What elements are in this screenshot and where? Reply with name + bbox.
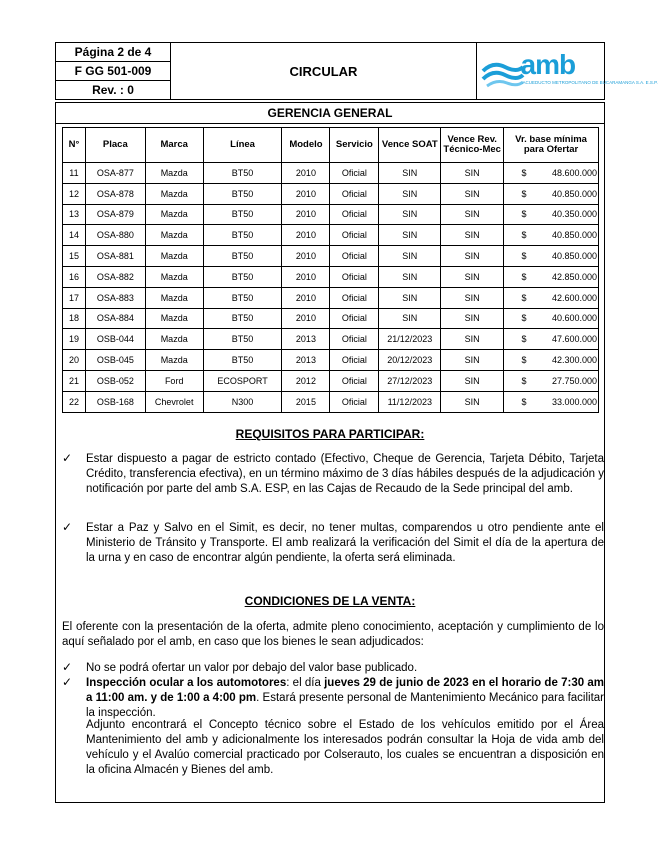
cell-marca: Mazda (145, 204, 203, 225)
amb-logo (481, 49, 658, 93)
cell-marca: Mazda (145, 163, 203, 184)
cell-placa: OSA-878 (85, 183, 145, 204)
cell-placa: OSA-883 (85, 287, 145, 308)
table-row (63, 350, 599, 371)
inspection-label: Inspección ocular a los automotores (86, 677, 287, 689)
amount: 40.600.000 (552, 313, 598, 324)
table-row (63, 266, 599, 287)
cell-modelo: 2010 (282, 246, 330, 267)
cell-modelo: 2013 (282, 329, 330, 350)
cell-rev: SIN (441, 183, 504, 204)
cell-placa: OSA-881 (85, 246, 145, 267)
cell-soat: 27/12/2023 (379, 370, 441, 391)
table-header-row (63, 128, 599, 163)
cell-rev: SIN (441, 287, 504, 308)
cell-placa: OSA-877 (85, 163, 145, 184)
cell-linea: BT50 (203, 204, 282, 225)
column-header: Línea (203, 128, 282, 163)
logo-subtitle: ACUEDUCTO METROPOLITANO DE BUCARAMANGA S.A. E.S.P. (522, 80, 658, 85)
cell-marca: Chevrolet (145, 391, 203, 412)
currency-sign: $ (521, 334, 527, 345)
cell-valor (504, 163, 599, 184)
column-header: N° (63, 128, 86, 163)
condicion-item-1: No se podrá ofertar un valor por debajo del valor base publicado. (86, 662, 418, 674)
cell-soat: SIN (379, 225, 441, 246)
cell-modelo: 2010 (282, 163, 330, 184)
table-row (63, 308, 599, 329)
revision: Rev. : 0 (92, 83, 134, 97)
inspection-text-a: : el día (286, 677, 325, 689)
amount: 40.850.000 (552, 251, 598, 262)
column-header: Placa (85, 128, 145, 163)
department-title: GERENCIA GENERAL (55, 102, 605, 124)
currency-sign: $ (521, 396, 527, 407)
cell-rev: SIN (441, 391, 504, 412)
cell-modelo: 2010 (282, 287, 330, 308)
cell-servicio: Oficial (330, 308, 379, 329)
cell-n: 20 (63, 350, 86, 371)
condicion-item-2-detail: Adjunto encontrará el Concepto técnico sobre el Estado de los vehículos emitido por el Área Mantenimiento del amb y adicionalmente los interesados podrán consultar la Hoja de vida amb del vehículo y el Avalúo comercial practicado por Colserauto, los cuales se encuentran a disposición en la oficina Almacén y Bienes del amb. (86, 719, 604, 776)
table-row (63, 391, 599, 412)
cell-servicio: Oficial (330, 183, 379, 204)
check-icon: ✓ (62, 660, 73, 674)
cell-placa: OSB-168 (85, 391, 145, 412)
cell-rev: SIN (441, 163, 504, 184)
cell-placa: OSB-045 (85, 350, 145, 371)
cell-linea: BT50 (203, 287, 282, 308)
cell-marca: Mazda (145, 329, 203, 350)
amount: 33.000.000 (552, 396, 598, 407)
cell-rev: SIN (441, 246, 504, 267)
cell-modelo: 2012 (282, 370, 330, 391)
cell-placa: OSA-884 (85, 308, 145, 329)
cell-soat: SIN (379, 308, 441, 329)
cell-placa: OSB-044 (85, 329, 145, 350)
check-icon: ✓ (62, 520, 73, 534)
condiciones-title: CONDICIONES DE LA VENTA: (244, 594, 416, 608)
requisitos-title: REQUISITOS PARA PARTICIPAR: (235, 427, 425, 441)
cell-marca: Mazda (145, 308, 203, 329)
currency-sign: $ (521, 313, 527, 324)
check-icon: ✓ (62, 675, 73, 689)
cell-marca: Mazda (145, 225, 203, 246)
column-header: Modelo (282, 128, 330, 163)
cell-linea: BT50 (203, 308, 282, 329)
cell-rev: SIN (441, 225, 504, 246)
cell-linea: N300 (203, 391, 282, 412)
cell-valor (504, 370, 599, 391)
cell-rev: SIN (441, 308, 504, 329)
cell-n: 15 (63, 246, 86, 267)
check-icon: ✓ (62, 451, 73, 465)
table-row (63, 204, 599, 225)
cell-rev: SIN (441, 266, 504, 287)
cell-placa: OSA-879 (85, 204, 145, 225)
cell-valor (504, 350, 599, 371)
table-row (63, 287, 599, 308)
cell-marca: Ford (145, 370, 203, 391)
cell-soat: SIN (379, 204, 441, 225)
table-body (63, 163, 599, 413)
cell-linea: ECOSPORT (203, 370, 282, 391)
condiciones-intro: El oferente con la presentación de la oferta, admite pleno conocimiento, aceptación y cumplimiento de lo aquí señalado por el amb, en caso que los bienes le sean adjudicados: (62, 621, 604, 648)
cell-valor (504, 246, 599, 267)
amount: 42.600.000 (552, 292, 598, 303)
cell-marca: Mazda (145, 183, 203, 204)
cell-valor (504, 329, 599, 350)
cell-marca: Mazda (145, 246, 203, 267)
column-header: Vence Rev. Técnico-Mec (441, 128, 504, 163)
cell-n: 22 (63, 391, 86, 412)
amount: 40.850.000 (552, 230, 598, 241)
cell-linea: BT50 (203, 183, 282, 204)
cell-soat: 21/12/2023 (379, 329, 441, 350)
cell-modelo: 2013 (282, 350, 330, 371)
requisito-item-2: Estar a Paz y Salvo en el Simit, es decir, no tener multas, comparendos u otro pendiente ante el Ministerio de Tránsito y Transporte. El amb realizará la verificación del Simit el día de la apertura de la urna y en caso de encontrar algún pendiente, la oferta será eliminada. (86, 522, 604, 564)
column-header: Servicio (330, 128, 379, 163)
cell-n: 13 (63, 204, 86, 225)
inspection-schedule: jueves 29 de junio de 2023 en el horario de 7:30 am a 11:00 am. y de 1:00 a 4:00 pm (86, 677, 604, 704)
amount: 40.350.000 (552, 209, 598, 220)
cell-valor (504, 183, 599, 204)
cell-rev: SIN (441, 370, 504, 391)
cell-soat: SIN (379, 183, 441, 204)
amount: 47.600.000 (552, 334, 598, 345)
table-row (63, 246, 599, 267)
amount: 40.850.000 (552, 188, 598, 199)
table-row (63, 225, 599, 246)
currency-sign: $ (521, 251, 527, 262)
currency-sign: $ (521, 355, 527, 366)
cell-linea: BT50 (203, 163, 282, 184)
cell-n: 21 (63, 370, 86, 391)
requisito-item-1: Estar dispuesto a pagar de estricto contado (Efectivo, Cheque de Gerencia, Tarjeta Débito, Tarjeta Crédito, transferencia efectiva), en un término máximo de 3 días hábiles después de la adjudicación y notificación por parte del amb S.A. ESP, en las Cajas de Recaudo de la Sede principal del amb. (86, 453, 604, 495)
cell-linea: BT50 (203, 225, 282, 246)
currency-sign: $ (521, 188, 527, 199)
cell-marca: Mazda (145, 287, 203, 308)
cell-linea: BT50 (203, 350, 282, 371)
column-header: Vence SOAT (379, 128, 441, 163)
cell-rev: SIN (441, 329, 504, 350)
cell-linea: BT50 (203, 329, 282, 350)
currency-sign: $ (521, 167, 527, 178)
condicion-item-2 (86, 676, 604, 721)
cell-servicio: Oficial (330, 350, 379, 371)
table-row (63, 163, 599, 184)
table-row (63, 370, 599, 391)
cell-marca: Mazda (145, 350, 203, 371)
cell-valor (504, 204, 599, 225)
cell-placa: OSA-882 (85, 266, 145, 287)
currency-sign: $ (521, 230, 527, 241)
cell-valor (504, 287, 599, 308)
amount: 42.850.000 (552, 271, 598, 282)
cell-soat: SIN (379, 266, 441, 287)
cell-placa: OSA-880 (85, 225, 145, 246)
cell-modelo: 2010 (282, 266, 330, 287)
document-code: F GG 501-009 (56, 62, 170, 81)
cell-servicio: Oficial (330, 225, 379, 246)
amount: 48.600.000 (552, 167, 598, 178)
cell-valor (504, 266, 599, 287)
cell-modelo: 2010 (282, 308, 330, 329)
document-title: CIRCULAR (171, 43, 477, 99)
cell-servicio: Oficial (330, 204, 379, 225)
amount: 27.750.000 (552, 375, 598, 386)
cell-placa: OSB-052 (85, 370, 145, 391)
cell-linea: BT50 (203, 266, 282, 287)
cell-n: 18 (63, 308, 86, 329)
cell-n: 16 (63, 266, 86, 287)
column-header: Marca (145, 128, 203, 163)
cell-linea: BT50 (203, 246, 282, 267)
inspection-text-b: . Estará presente personal de Mantenimiento Mecánico para facilitar la inspección. (86, 692, 604, 719)
cell-n: 19 (63, 329, 86, 350)
table-row (63, 183, 599, 204)
cell-servicio: Oficial (330, 370, 379, 391)
cell-rev: SIN (441, 350, 504, 371)
logo-cell (477, 43, 658, 99)
cell-valor (504, 308, 599, 329)
cell-soat: SIN (379, 246, 441, 267)
cell-modelo: 2010 (282, 225, 330, 246)
cell-n: 17 (63, 287, 86, 308)
cell-n: 14 (63, 225, 86, 246)
amount: 42.300.000 (552, 355, 598, 366)
cell-rev: SIN (441, 204, 504, 225)
cell-valor (504, 225, 599, 246)
currency-sign: $ (521, 271, 527, 282)
currency-sign: $ (521, 292, 527, 303)
cell-soat: 11/12/2023 (379, 391, 441, 412)
column-header: Vr. base mínima para Ofertar (504, 128, 599, 163)
vehicles-table (62, 127, 599, 413)
cell-marca: Mazda (145, 266, 203, 287)
cell-modelo: 2010 (282, 204, 330, 225)
cell-soat: SIN (379, 287, 441, 308)
cell-soat: 20/12/2023 (379, 350, 441, 371)
cell-modelo: 2010 (282, 183, 330, 204)
cell-modelo: 2015 (282, 391, 330, 412)
cell-servicio: Oficial (330, 329, 379, 350)
cell-servicio: Oficial (330, 266, 379, 287)
currency-sign: $ (521, 209, 527, 220)
document-header (55, 42, 658, 100)
cell-n: 12 (63, 183, 86, 204)
table-row (63, 329, 599, 350)
cell-servicio: Oficial (330, 391, 379, 412)
cell-valor (504, 391, 599, 412)
currency-sign: $ (521, 375, 527, 386)
cell-n: 11 (63, 163, 86, 184)
cell-servicio: Oficial (330, 287, 379, 308)
cell-servicio: Oficial (330, 246, 379, 267)
cell-soat: SIN (379, 163, 441, 184)
cell-servicio: Oficial (330, 163, 379, 184)
logo-text: amb (520, 49, 576, 80)
water-wave-icon (481, 57, 525, 91)
document-control-box (56, 43, 171, 99)
page-number: Página 2 de 4 (56, 43, 170, 62)
